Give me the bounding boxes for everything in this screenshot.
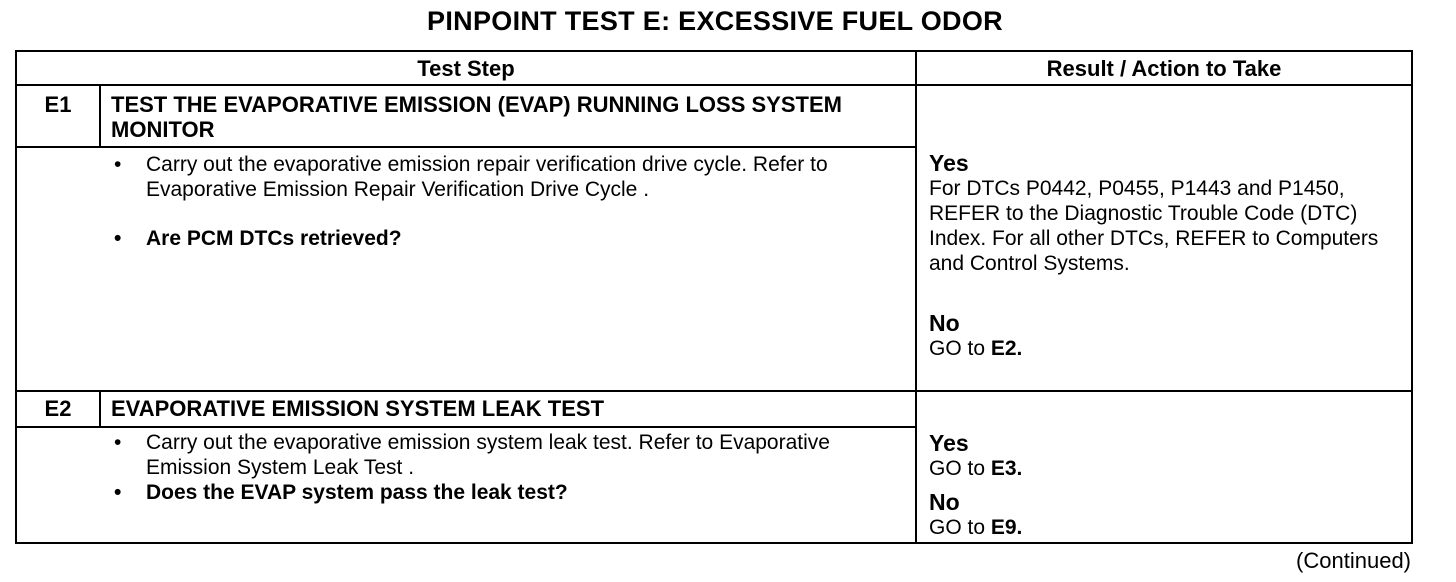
result-e1 [929, 150, 1407, 361]
no-label: No [929, 310, 960, 336]
list-item: • Carry out the evaporative emission repair verification drive cycle. Refer to Evaporative Emission Repair Verification Drive Cycle . [109, 152, 909, 202]
header-test-step: Test Step [417, 56, 515, 81]
result-e2 [929, 430, 1407, 540]
header-result: Result / Action to Take [1046, 56, 1282, 81]
step-id-divider [99, 84, 101, 146]
yes-label: Yes [929, 430, 969, 456]
yes-target: E3. [990, 457, 1023, 480]
header-divider [17, 84, 1411, 86]
step-title-e2: EVAPORATIVE EMISSION SYSTEM LEAK TEST [111, 396, 605, 421]
list-item: • Are PCM DTCs retrieved? [109, 226, 909, 251]
no-target: E9. [990, 516, 1023, 539]
no-target: E2. [990, 337, 1023, 360]
row-divider [17, 390, 1411, 392]
no-action: GO to E9. [929, 516, 1023, 539]
step-id-divider [99, 390, 101, 426]
step-title-e1: TEST THE EVAPORATIVE EMISSION (EVAP) RUNNING LOSS SYSTEM MONITOR [111, 92, 842, 142]
column-divider [915, 52, 917, 542]
yes-action: For DTCs P0442, P0455, P1443 and P1450, REFER to the Diagnostic Trouble Code (DTC) Index. For all other DTCs, REFER to Computers and Control Systems. [929, 177, 1379, 275]
no-label: No [929, 489, 960, 515]
no-action: GO to E2. [929, 337, 1023, 360]
list-item: • Carry out the evaporative emission system leak test. Refer to Evaporative Emission System Leak Test . [109, 430, 909, 480]
page-title: PINPOINT TEST E: EXCESSIVE FUEL ODOR [427, 6, 1003, 36]
pinpoint-test-table [15, 50, 1413, 544]
step-e2-bullets [109, 430, 909, 505]
step-e1-bullets [109, 152, 909, 251]
list-item: • Does the EVAP system pass the leak test? [109, 480, 909, 505]
yes-label: Yes [929, 150, 969, 176]
yes-action: GO to E3. [929, 457, 1023, 480]
step-id-e1: E1 [44, 92, 72, 117]
step-title-divider [17, 146, 915, 148]
continued-label: (Continued) [1296, 548, 1411, 573]
step-id-e2: E2 [44, 396, 72, 421]
step-title-divider [17, 426, 915, 428]
